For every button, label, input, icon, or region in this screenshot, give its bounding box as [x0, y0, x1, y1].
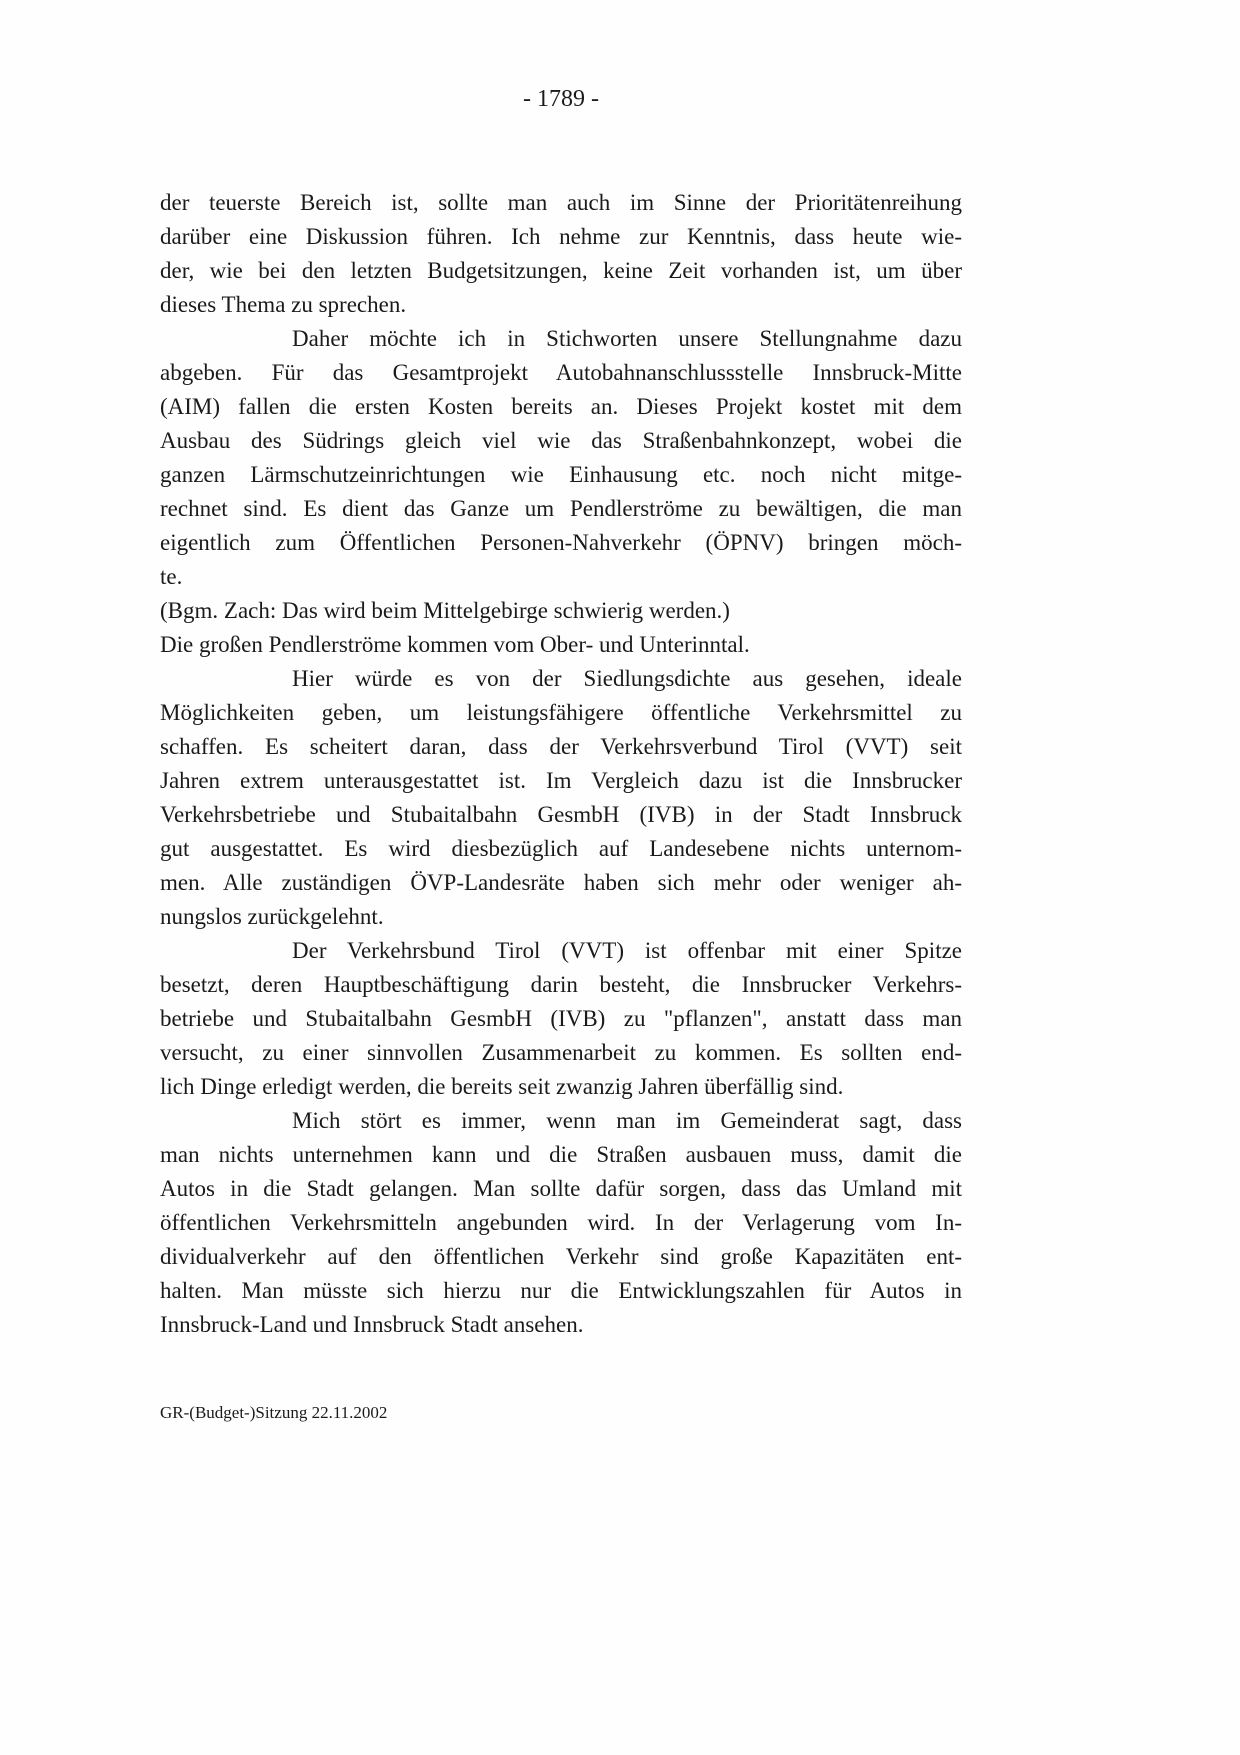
text-line: Ausbau des Südrings gleich viel wie das Straßenbahnkonzept, wobei die — [160, 428, 962, 453]
text-line: Die großen Pendlerströme kommen vom Ober- und Unterinntal. — [160, 632, 750, 657]
text-line: der, wie bei den letzten Budgetsitzungen, keine Zeit vorhanden ist, um über — [160, 258, 962, 283]
text-line: rechnet sind. Es dient das Ganze um Pendlerströme zu bewältigen, die man — [160, 496, 962, 521]
text-line: nungslos zurückgelehnt. — [160, 904, 384, 929]
text-line: Verkehrsbetriebe und Stubaitalbahn GesmbH (IVB) in der Stadt Innsbruck — [160, 802, 962, 827]
text-line: dieses Thema zu sprechen. — [160, 292, 407, 317]
text-line: te. — [160, 564, 183, 589]
text-line: schaffen. Es scheitert daran, dass der Verkehrsverbund Tirol (VVT) seit — [160, 734, 962, 759]
text-line: men. Alle zuständigen ÖVP-Landesräte haben sich mehr oder weniger ah- — [160, 870, 962, 895]
text-line: abgeben. Für das Gesamtprojekt Autobahnanschlussstelle Innsbruck-Mitte — [160, 360, 962, 385]
paragraph — [160, 662, 962, 934]
text-line: der teuerste Bereich ist, sollte man auch im Sinne der Prioritätenreihung — [160, 190, 962, 215]
text-line: Hier würde es von der Siedlungsdichte aus gesehen, ideale — [292, 666, 962, 691]
text-line: (AIM) fallen die ersten Kosten bereits an. Dieses Projekt kostet mit dem — [160, 394, 962, 419]
text-line: versucht, zu einer sinnvollen Zusammenarbeit zu kommen. Es sollten end- — [160, 1040, 962, 1065]
text-line: öffentlichen Verkehrsmitteln angebunden wird. In der Verlagerung vom In- — [160, 1210, 962, 1235]
text-line: betriebe und Stubaitalbahn GesmbH (IVB) zu "pflanzen", anstatt dass man — [160, 1006, 962, 1031]
text-line: Der Verkehrsbund Tirol (VVT) ist offenbar mit einer Spitze — [292, 938, 962, 963]
text-line: gut ausgestattet. Es wird diesbezüglich auf Landesebene nichts unternom- — [160, 836, 962, 861]
text-line: Mich stört es immer, wenn man im Gemeinderat sagt, dass — [292, 1108, 962, 1133]
text-line: Daher möchte ich in Stichworten unsere Stellungnahme dazu — [292, 326, 962, 351]
text-line: Innsbruck-Land und Innsbruck Stadt ansehen. — [160, 1312, 584, 1337]
text-line: eigentlich zum Öffentlichen Personen-Nahverkehr (ÖPNV) bringen möch- — [160, 530, 962, 555]
text-line: man nichts unternehmen kann und die Straßen ausbauen muss, damit die — [160, 1142, 962, 1167]
text-line: besetzt, deren Hauptbeschäftigung darin besteht, die Innsbrucker Verkehrs- — [160, 972, 962, 997]
page-number: - 1789 - — [523, 86, 599, 112]
text-line: Möglichkeiten geben, um leistungsfähigere öffentliche Verkehrsmittel zu — [160, 700, 962, 725]
paragraph — [160, 1104, 962, 1342]
document-body — [160, 186, 962, 1342]
paragraph — [160, 934, 962, 1104]
paragraph — [160, 628, 962, 662]
text-line: Jahren extrem unterausgestattet ist. Im Vergleich dazu ist die Innsbrucker — [160, 768, 962, 793]
text-line: lich Dinge erledigt werden, die bereits seit zwanzig Jahren überfällig sind. — [160, 1074, 844, 1099]
paragraph — [160, 322, 962, 594]
paragraph — [160, 594, 962, 628]
text-line: (Bgm. Zach: Das wird beim Mittelgebirge schwierig werden.) — [160, 598, 730, 623]
paragraph — [160, 186, 962, 322]
text-line: dividualverkehr auf den öffentlichen Verkehr sind große Kapazitäten ent- — [160, 1244, 962, 1269]
page-footer: GR-(Budget-)Sitzung 22.11.2002 — [160, 1403, 388, 1422]
text-line: Autos in die Stadt gelangen. Man sollte dafür sorgen, dass das Umland mit — [160, 1176, 962, 1201]
text-line: darüber eine Diskussion führen. Ich nehme zur Kenntnis, dass heute wie- — [160, 224, 962, 249]
text-line: ganzen Lärmschutzeinrichtungen wie Einhausung etc. noch nicht mitge- — [160, 462, 962, 487]
text-line: halten. Man müsste sich hierzu nur die Entwicklungszahlen für Autos in — [160, 1278, 962, 1303]
